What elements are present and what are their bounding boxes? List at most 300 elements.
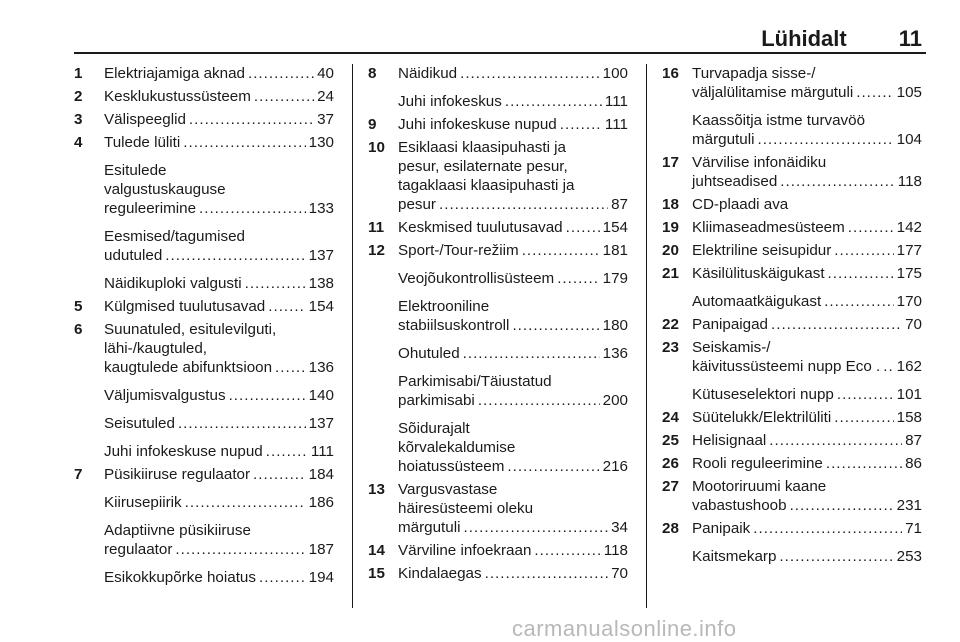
dot-leader: [780, 172, 894, 191]
item-number: [662, 385, 692, 404]
entry-text: [398, 372, 628, 410]
entry-text: [692, 241, 922, 260]
entry-line: Parkimisabi/Täiustatud: [398, 373, 552, 390]
entry-last-line: [692, 385, 922, 404]
page-reference: 34: [611, 519, 628, 536]
entry-label: stabiilsuskontroll: [398, 317, 510, 334]
entry-text: [398, 138, 628, 214]
entry-text: [398, 419, 628, 476]
item-number: 16: [662, 65, 679, 82]
entry-label: Sport-/Tour-režiim: [398, 242, 519, 259]
entry-text: [398, 564, 628, 583]
item-number: 3: [74, 111, 83, 128]
page-title: Lühidalt: [761, 26, 847, 51]
entry-label: Näidikud: [398, 65, 458, 82]
page-reference: 162: [896, 358, 922, 375]
index-entry: [74, 465, 334, 484]
index-entry: [368, 344, 628, 363]
index-entry: [662, 408, 922, 427]
entry-last-line: [104, 274, 334, 293]
entry-last-line: [104, 568, 334, 587]
entry-last-line: [104, 386, 334, 405]
entry-text: [104, 133, 334, 152]
entry-text: [692, 547, 922, 566]
index-entry: [74, 414, 334, 433]
page-reference: 101: [896, 386, 922, 403]
entry-text: [398, 241, 628, 260]
item-number: [662, 292, 692, 311]
page-reference: 253: [896, 548, 922, 565]
item-number: 23: [662, 339, 679, 356]
entry-text: [398, 541, 628, 560]
entry-label: Kliimaseadmesüsteem: [692, 219, 845, 236]
page-reference: 37: [317, 111, 334, 128]
entry-line: pesur, esilaternate pesur,: [398, 158, 568, 175]
index-entry: [74, 297, 334, 316]
dot-leader: [834, 408, 893, 427]
item-number: 1: [74, 65, 83, 82]
entry-text: [104, 493, 334, 512]
item-number: [74, 161, 104, 218]
entry-last-line: [398, 195, 628, 214]
page-reference: 154: [602, 219, 628, 236]
item-number: [74, 386, 104, 405]
page-reference: 184: [308, 466, 334, 483]
dot-leader: [463, 518, 608, 537]
index-entry: [368, 64, 628, 83]
entry-label: hoiatussüsteem: [398, 458, 505, 475]
entry-last-line: [692, 130, 922, 149]
page-reference: 70: [611, 565, 628, 582]
entry-label: Kütuseselektori nupp: [692, 386, 834, 403]
dot-leader: [507, 457, 599, 476]
entry-label: Juhi infokeskuse nupud: [398, 116, 557, 133]
entry-last-line: [692, 264, 922, 283]
dot-leader: [560, 115, 602, 134]
dot-leader: [848, 218, 894, 237]
entry-line: Eesmised/tagumised: [104, 228, 245, 245]
entry-line: Turvapadja sisse-/: [692, 65, 816, 82]
page-reference: 133: [308, 200, 334, 217]
item-number: 11: [368, 219, 385, 236]
dot-leader: [883, 357, 893, 376]
entry-label: Süütelukk/Elektrilüliti: [692, 409, 832, 426]
entry-label: juhtseadised: [692, 173, 778, 190]
entry-text: [104, 442, 334, 461]
index-entry: [368, 480, 628, 537]
entry-text: [104, 110, 334, 129]
index-entry: [368, 372, 628, 410]
entry-label: kaugtulede abifunktsioon: [104, 359, 273, 376]
header-rule: [74, 52, 926, 54]
entry-text: [692, 385, 922, 404]
index-entry: [662, 519, 922, 538]
entry-line: kõrvalekaldumise: [398, 439, 516, 456]
index-entry: [74, 493, 334, 512]
page-reference: 138: [308, 275, 334, 292]
page-reference: 136: [308, 359, 334, 376]
entry-label: Helisignaal: [692, 432, 767, 449]
entry-label: Veojõukontrollisüsteem: [398, 270, 555, 287]
entry-label: Kiirusepiirik: [104, 494, 182, 511]
entry-label: väljalülitamise märgutuli: [692, 84, 854, 101]
index-entry: [74, 161, 334, 218]
entry-last-line: [398, 541, 628, 560]
entry-text: [398, 92, 628, 111]
index-entry: [368, 419, 628, 476]
entry-label: Värviline infoekraan: [398, 542, 532, 559]
dot-leader: [557, 269, 599, 288]
entry-last-line: [398, 391, 628, 410]
index-column-3: [662, 64, 922, 570]
item-number: 10: [368, 139, 385, 156]
entry-text: [692, 218, 922, 237]
dot-leader: [485, 564, 608, 583]
entry-label: Panipaigad: [692, 316, 769, 333]
entry-text: [104, 274, 334, 293]
entry-text: [692, 111, 922, 149]
entry-last-line: [692, 454, 922, 473]
entry-text: [398, 64, 628, 83]
entry-label: Elektriline seisupidur: [692, 242, 832, 259]
dot-leader: [229, 386, 306, 405]
page-reference: 194: [308, 569, 334, 586]
index-entry: [368, 92, 628, 111]
page-reference: 177: [896, 242, 922, 259]
entry-last-line: [104, 493, 334, 512]
item-number: 20: [662, 242, 679, 259]
entry-last-line: [692, 195, 922, 214]
entry-line: Vargusvastase: [398, 481, 498, 498]
entry-line: Elektrooniline: [398, 298, 490, 315]
item-number: 15: [368, 565, 385, 582]
index-entry: [662, 547, 922, 566]
entry-text: [104, 568, 334, 587]
dot-leader: [824, 292, 893, 311]
item-number: [368, 372, 398, 410]
item-number: 9: [368, 116, 377, 133]
entry-last-line: [104, 87, 334, 106]
index-entry: [74, 110, 334, 129]
entry-line: Kaassõitja istme turvavöö: [692, 112, 866, 129]
entry-last-line: [692, 547, 922, 566]
item-number: [74, 521, 104, 559]
entry-last-line: [104, 540, 334, 559]
dot-leader: [771, 315, 902, 334]
entry-last-line: [692, 357, 922, 376]
entry-label: Väljumisvalgustus: [104, 387, 226, 404]
entry-last-line: [398, 92, 628, 111]
entry-last-line: [398, 564, 628, 583]
entry-label: regulaator: [104, 541, 173, 558]
index-entry: [662, 153, 922, 191]
index-entry: [74, 568, 334, 587]
dot-leader: [189, 110, 314, 129]
entry-last-line: [398, 269, 628, 288]
entry-last-line: [104, 246, 334, 265]
item-number: [74, 442, 104, 461]
index-entry: [368, 241, 628, 260]
entry-last-line: [398, 218, 628, 237]
item-number: 6: [74, 321, 83, 338]
dot-leader: [248, 64, 314, 83]
entry-line: Värvilise infonäidiku: [692, 154, 827, 171]
page-reference: 200: [602, 392, 628, 409]
item-number: [368, 344, 398, 363]
page-reference: 137: [308, 247, 334, 264]
dot-leader: [779, 547, 893, 566]
index-column-2: [368, 64, 628, 587]
entry-last-line: [398, 316, 628, 335]
dot-leader: [175, 540, 305, 559]
entry-line: Sõidurajalt: [398, 420, 470, 437]
watermark: carmanualsonline.info: [512, 616, 737, 641]
dot-leader: [254, 87, 314, 106]
entry-line: tagaklaasi klaasipuhasti ja: [398, 177, 575, 194]
entry-label: Rooli reguleerimine: [692, 455, 823, 472]
entry-last-line: [692, 431, 922, 450]
entry-label: Kaitsmekarp: [692, 548, 777, 565]
item-number: 14: [368, 542, 385, 559]
index-entry: [368, 297, 628, 335]
entry-last-line: [692, 315, 922, 334]
dot-leader: [834, 241, 893, 260]
index-entry: [662, 111, 922, 149]
dot-leader: [463, 344, 600, 363]
entry-last-line: [692, 241, 922, 260]
index-column-1: [74, 64, 334, 591]
dot-leader: [275, 358, 306, 377]
index-entry: [662, 241, 922, 260]
dot-leader: [268, 297, 305, 316]
index-entry: [368, 541, 628, 560]
index-entry: [662, 264, 922, 283]
item-number: 21: [662, 265, 679, 282]
item-number: [74, 414, 104, 433]
page-reference: 87: [611, 196, 628, 213]
entry-text: [398, 297, 628, 335]
entry-label: Juhi infokeskus: [398, 93, 502, 110]
page-reference: 111: [604, 116, 628, 133]
entry-label: Esikokkupõrke hoiatus: [104, 569, 256, 586]
page-reference: 24: [317, 88, 334, 105]
entry-label: Panipaik: [692, 520, 751, 537]
column-divider: [646, 64, 647, 608]
dot-leader: [460, 64, 600, 83]
index-entry: [662, 195, 922, 214]
item-number: 28: [662, 520, 679, 537]
dot-leader: [178, 414, 306, 433]
index-entry: [74, 320, 334, 377]
entry-line: Seiskamis-/: [692, 339, 771, 356]
index-entry: [662, 64, 922, 102]
entry-text: [692, 477, 922, 515]
entry-label: CD-plaadi ava: [692, 196, 789, 213]
entry-line: Suunatuled, esitulevilguti,: [104, 321, 277, 338]
entry-text: [104, 64, 334, 83]
dot-leader: [522, 241, 600, 260]
entry-last-line: [398, 64, 628, 83]
item-number: [368, 297, 398, 335]
index-entry: [368, 269, 628, 288]
entry-last-line: [104, 442, 334, 461]
entry-label: Külgmised tuulutusavad: [104, 298, 266, 315]
index-entry: [662, 292, 922, 311]
entry-text: [692, 64, 922, 102]
index-entry: [74, 64, 334, 83]
item-number: [368, 419, 398, 476]
index-entry: [368, 138, 628, 214]
entry-text: [692, 519, 922, 538]
index-entry: [74, 386, 334, 405]
page-reference: 118: [603, 542, 628, 559]
item-number: 2: [74, 88, 83, 105]
index-entry: [368, 564, 628, 583]
item-number: 24: [662, 409, 679, 426]
item-number: [74, 274, 104, 293]
page-reference: 137: [308, 415, 334, 432]
index-entry: [368, 218, 628, 237]
page-reference: 142: [896, 219, 922, 236]
index-entry: [662, 338, 922, 376]
page-header: [0, 26, 922, 52]
dot-leader: [505, 92, 602, 111]
index-entry: [662, 218, 922, 237]
entry-text: [104, 87, 334, 106]
page-reference: 130: [308, 134, 334, 151]
item-number: [74, 227, 104, 265]
page-reference: 111: [604, 93, 628, 110]
entry-last-line: [104, 110, 334, 129]
page-reference: 111: [310, 443, 334, 460]
dot-leader: [245, 274, 306, 293]
entry-label: udutuled: [104, 247, 163, 264]
page-reference: 181: [602, 242, 628, 259]
page-reference: 187: [308, 541, 334, 558]
entry-label: märgutuli: [398, 519, 461, 536]
entry-text: [692, 153, 922, 191]
dot-leader: [566, 218, 600, 237]
entry-line: Esiklaasi klaasipuhasti ja: [398, 139, 566, 156]
entry-last-line: [104, 199, 334, 218]
entry-label: Välispeeglid: [104, 111, 186, 128]
page-reference: 140: [308, 387, 334, 404]
dot-leader: [478, 391, 600, 410]
entry-text: [104, 414, 334, 433]
page-reference: 186: [308, 494, 334, 511]
page-reference: 231: [896, 497, 922, 514]
entry-text: [692, 292, 922, 311]
item-number: [368, 92, 398, 111]
entry-label: Ohutuled: [398, 345, 460, 362]
entry-line: valgustuskauguse: [104, 181, 226, 198]
entry-label: Käsilülituskäigukast: [692, 265, 825, 282]
dot-leader: [259, 568, 306, 587]
item-number: 27: [662, 478, 679, 495]
page-reference: 118: [897, 173, 922, 190]
entry-text: [104, 161, 334, 218]
entry-text: [692, 315, 922, 334]
item-number: 19: [662, 219, 679, 236]
item-number: 13: [368, 481, 385, 498]
dot-leader: [512, 316, 599, 335]
page-reference: 170: [896, 293, 922, 310]
index-entry: [74, 274, 334, 293]
entry-text: [104, 320, 334, 377]
index-entry: [662, 454, 922, 473]
entry-last-line: [104, 64, 334, 83]
page-reference: 71: [905, 520, 922, 537]
dot-leader: [165, 246, 305, 265]
entry-text: [692, 338, 922, 376]
page-reference: 136: [602, 345, 628, 362]
page-reference: 154: [308, 298, 334, 315]
page-reference: 216: [602, 458, 628, 475]
entry-last-line: [104, 465, 334, 484]
dot-leader: [266, 442, 308, 461]
page-reference: 100: [602, 65, 628, 82]
entry-last-line: [692, 408, 922, 427]
page-reference: 158: [896, 409, 922, 426]
entry-last-line: [398, 115, 628, 134]
item-number: [368, 269, 398, 288]
page-number: 11: [898, 26, 922, 51]
entry-text: [692, 408, 922, 427]
entry-last-line: [692, 172, 922, 191]
page-reference: 86: [905, 455, 922, 472]
entry-last-line: [398, 241, 628, 260]
dot-leader: [534, 541, 600, 560]
item-number: [74, 568, 104, 587]
item-number: 5: [74, 298, 83, 315]
entry-text: [692, 264, 922, 283]
entry-label: Seisutuled: [104, 415, 175, 432]
entry-line: Mootoriruumi kaane: [692, 478, 827, 495]
entry-label: Elektriajamiga aknad: [104, 65, 245, 82]
column-divider: [352, 64, 353, 608]
entry-text: [398, 480, 628, 537]
entry-text: [692, 431, 922, 450]
item-number: 12: [368, 242, 385, 259]
page-reference: 175: [896, 265, 922, 282]
dot-leader: [199, 199, 306, 218]
entry-label: Automaatkäigukast: [692, 293, 822, 310]
page-reference: 105: [896, 84, 922, 101]
entry-last-line: [104, 358, 334, 377]
entry-last-line: [398, 457, 628, 476]
entry-label: reguleerimine: [104, 200, 197, 217]
entry-text: [692, 454, 922, 473]
item-number: 22: [662, 316, 679, 333]
entry-label: Kesklukustussüsteem: [104, 88, 251, 105]
entry-label: vabastushoob: [692, 497, 787, 514]
dot-leader: [837, 385, 894, 404]
index-entry: [74, 227, 334, 265]
entry-text: [104, 386, 334, 405]
entry-label: Kindalaegas: [398, 565, 482, 582]
entry-last-line: [104, 414, 334, 433]
entry-text: [398, 218, 628, 237]
dot-leader: [753, 519, 902, 538]
item-number: 8: [368, 65, 377, 82]
entry-text: [398, 344, 628, 363]
entry-last-line: [692, 519, 922, 538]
dot-leader: [253, 465, 306, 484]
entry-label: märgutuli: [692, 131, 755, 148]
dot-leader: [828, 264, 894, 283]
page-reference: 180: [602, 317, 628, 334]
item-number: 4: [74, 134, 83, 151]
